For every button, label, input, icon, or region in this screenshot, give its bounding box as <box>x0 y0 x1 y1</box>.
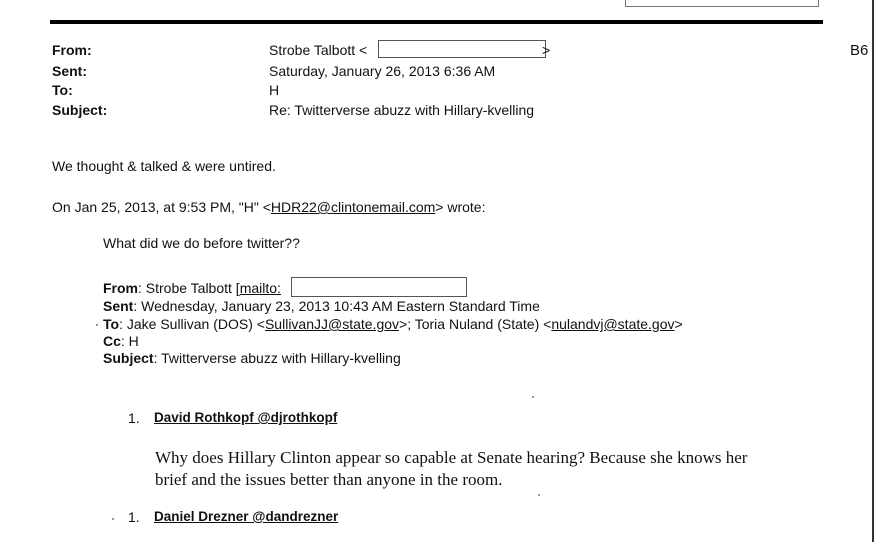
scan-speck <box>96 324 98 326</box>
header-rule <box>50 20 823 24</box>
tweet-2-number: 1. <box>128 509 140 525</box>
scan-speck <box>538 494 540 496</box>
fwd-from-value: : Strobe Talbott [ <box>138 280 240 296</box>
from-label: From: <box>52 42 92 58</box>
fwd-subject-label: Subject <box>103 350 154 366</box>
fwd-to-line <box>103 316 683 332</box>
quote-intro <box>52 199 486 215</box>
fwd-cc-line <box>103 333 139 349</box>
fwd-mailto-link[interactable]: mailto: <box>239 280 281 296</box>
fwd-sent-value: : Wednesday, January 23, 2013 10:43 AM Eastern Standard Time <box>133 298 540 314</box>
subject-value: Re: Twitterverse abuzz with Hillary-kvelling <box>269 102 535 118</box>
fwd-to-label: To <box>103 316 120 332</box>
from-tail: > <box>542 42 551 58</box>
fwd-subject-value: : Twitterverse abuzz with Hillary-kvelling <box>153 350 401 366</box>
fwd-to-email-1[interactable]: SullivanJJ@state.gov <box>264 316 400 332</box>
quote-intro-suffix: > wrote: <box>435 199 486 215</box>
fwd-to-value-1: : Jake Sullivan (DOS) < <box>119 316 265 332</box>
quote-intro-email-link[interactable]: HDR22@clintonemail.com <box>270 199 436 215</box>
redaction-box-mailto <box>291 277 467 297</box>
tweet-1-text: Why does Hillary Clinton appear so capable at Senate hearing? Because she knows her brief and the issues better than anyone in the room. <box>155 448 748 489</box>
fwd-to-email-2[interactable]: nulandvj@state.gov <box>551 316 675 332</box>
exemption-code: B6 <box>850 42 869 59</box>
quote-intro-prefix: On Jan 25, 2013, at 9:53 PM, "H" < <box>52 199 271 215</box>
tweet-2-author[interactable]: Daniel Drezner @dandrezner <box>154 509 339 524</box>
sent-label: Sent: <box>52 63 87 79</box>
scan-speck <box>532 396 534 398</box>
redaction-box-email <box>378 40 546 58</box>
reply-body: We thought & talked & were untired. <box>52 158 276 174</box>
tweet-1-number: 1. <box>128 410 140 426</box>
from-value: Strobe Talbott < <box>269 42 368 58</box>
redaction-box-top <box>625 0 819 7</box>
scan-speck <box>112 518 114 520</box>
page-edge <box>872 0 874 542</box>
to-label: To: <box>52 82 73 98</box>
to-value: H <box>269 82 280 98</box>
fwd-cc-value: : H <box>120 333 139 349</box>
sent-value: Saturday, January 26, 2013 6:36 AM <box>269 63 496 79</box>
fwd-sent-line <box>103 298 540 314</box>
subject-label: Subject: <box>52 102 108 118</box>
tweet-1-author[interactable]: David Rothkopf @djrothkopf <box>154 410 338 425</box>
fwd-sent-label: Sent <box>103 298 134 314</box>
fwd-to-value-3: > <box>674 316 683 332</box>
fwd-from-label: From <box>103 280 138 296</box>
fwd-to-value-2: >; Toria Nuland (State) < <box>399 316 552 332</box>
fwd-subject-line <box>103 350 401 366</box>
fwd-from-line <box>103 280 281 296</box>
fwd-cc-label: Cc <box>103 333 121 349</box>
quoted-message: What did we do before twitter?? <box>103 235 300 251</box>
